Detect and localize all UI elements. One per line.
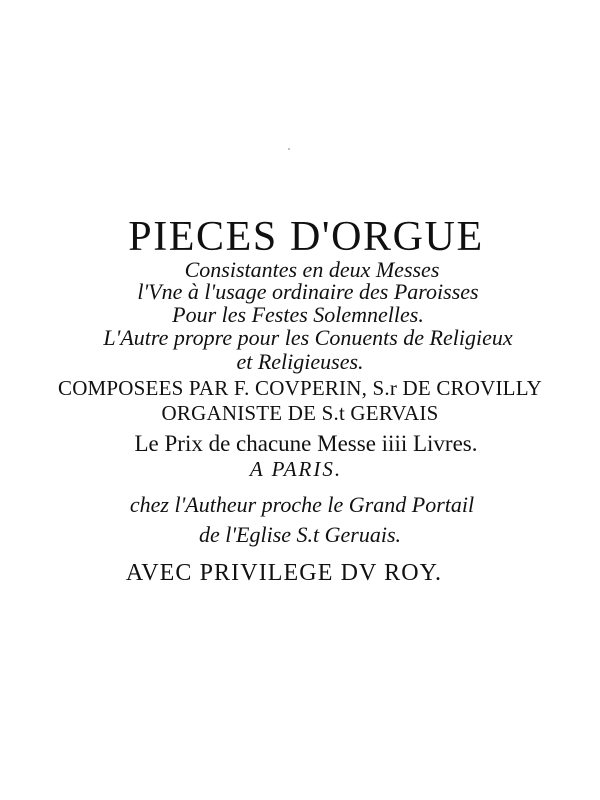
paper-speck	[288, 148, 290, 150]
address-line-1: chez l'Autheur proche le Grand Portail	[129, 492, 475, 517]
address-line-2: de l'Eglise S.t Geruais.	[198, 522, 402, 547]
subtitle-line-5: et Religieuses.	[236, 349, 364, 374]
subtitle-line-4: L'Autre propre pour les Conuents de Religieux	[103, 325, 513, 350]
privilege-line: AVEC PRIVILEGE DV ROY.	[125, 560, 443, 586]
price-line: Le Prix de chacune Messe iiii Livres.	[134, 431, 478, 456]
organist-line: ORGANISTE DE S.t GERVAIS	[161, 401, 439, 425]
page-title: PIECES D'ORGUE	[128, 214, 484, 260]
subtitle-line-2: l'Vne à l'usage ordinaire des Paroisses	[137, 279, 479, 304]
subtitle-line-3: Pour les Festes Solemnelles.	[172, 302, 424, 327]
place-line: A PARIS.	[249, 457, 343, 481]
composer-line: COMPOSEES PAR F. COVPERIN, S.r DE CROVILLY	[57, 376, 542, 400]
subtitle-line-1: Consistantes en deux Messes	[184, 257, 440, 282]
